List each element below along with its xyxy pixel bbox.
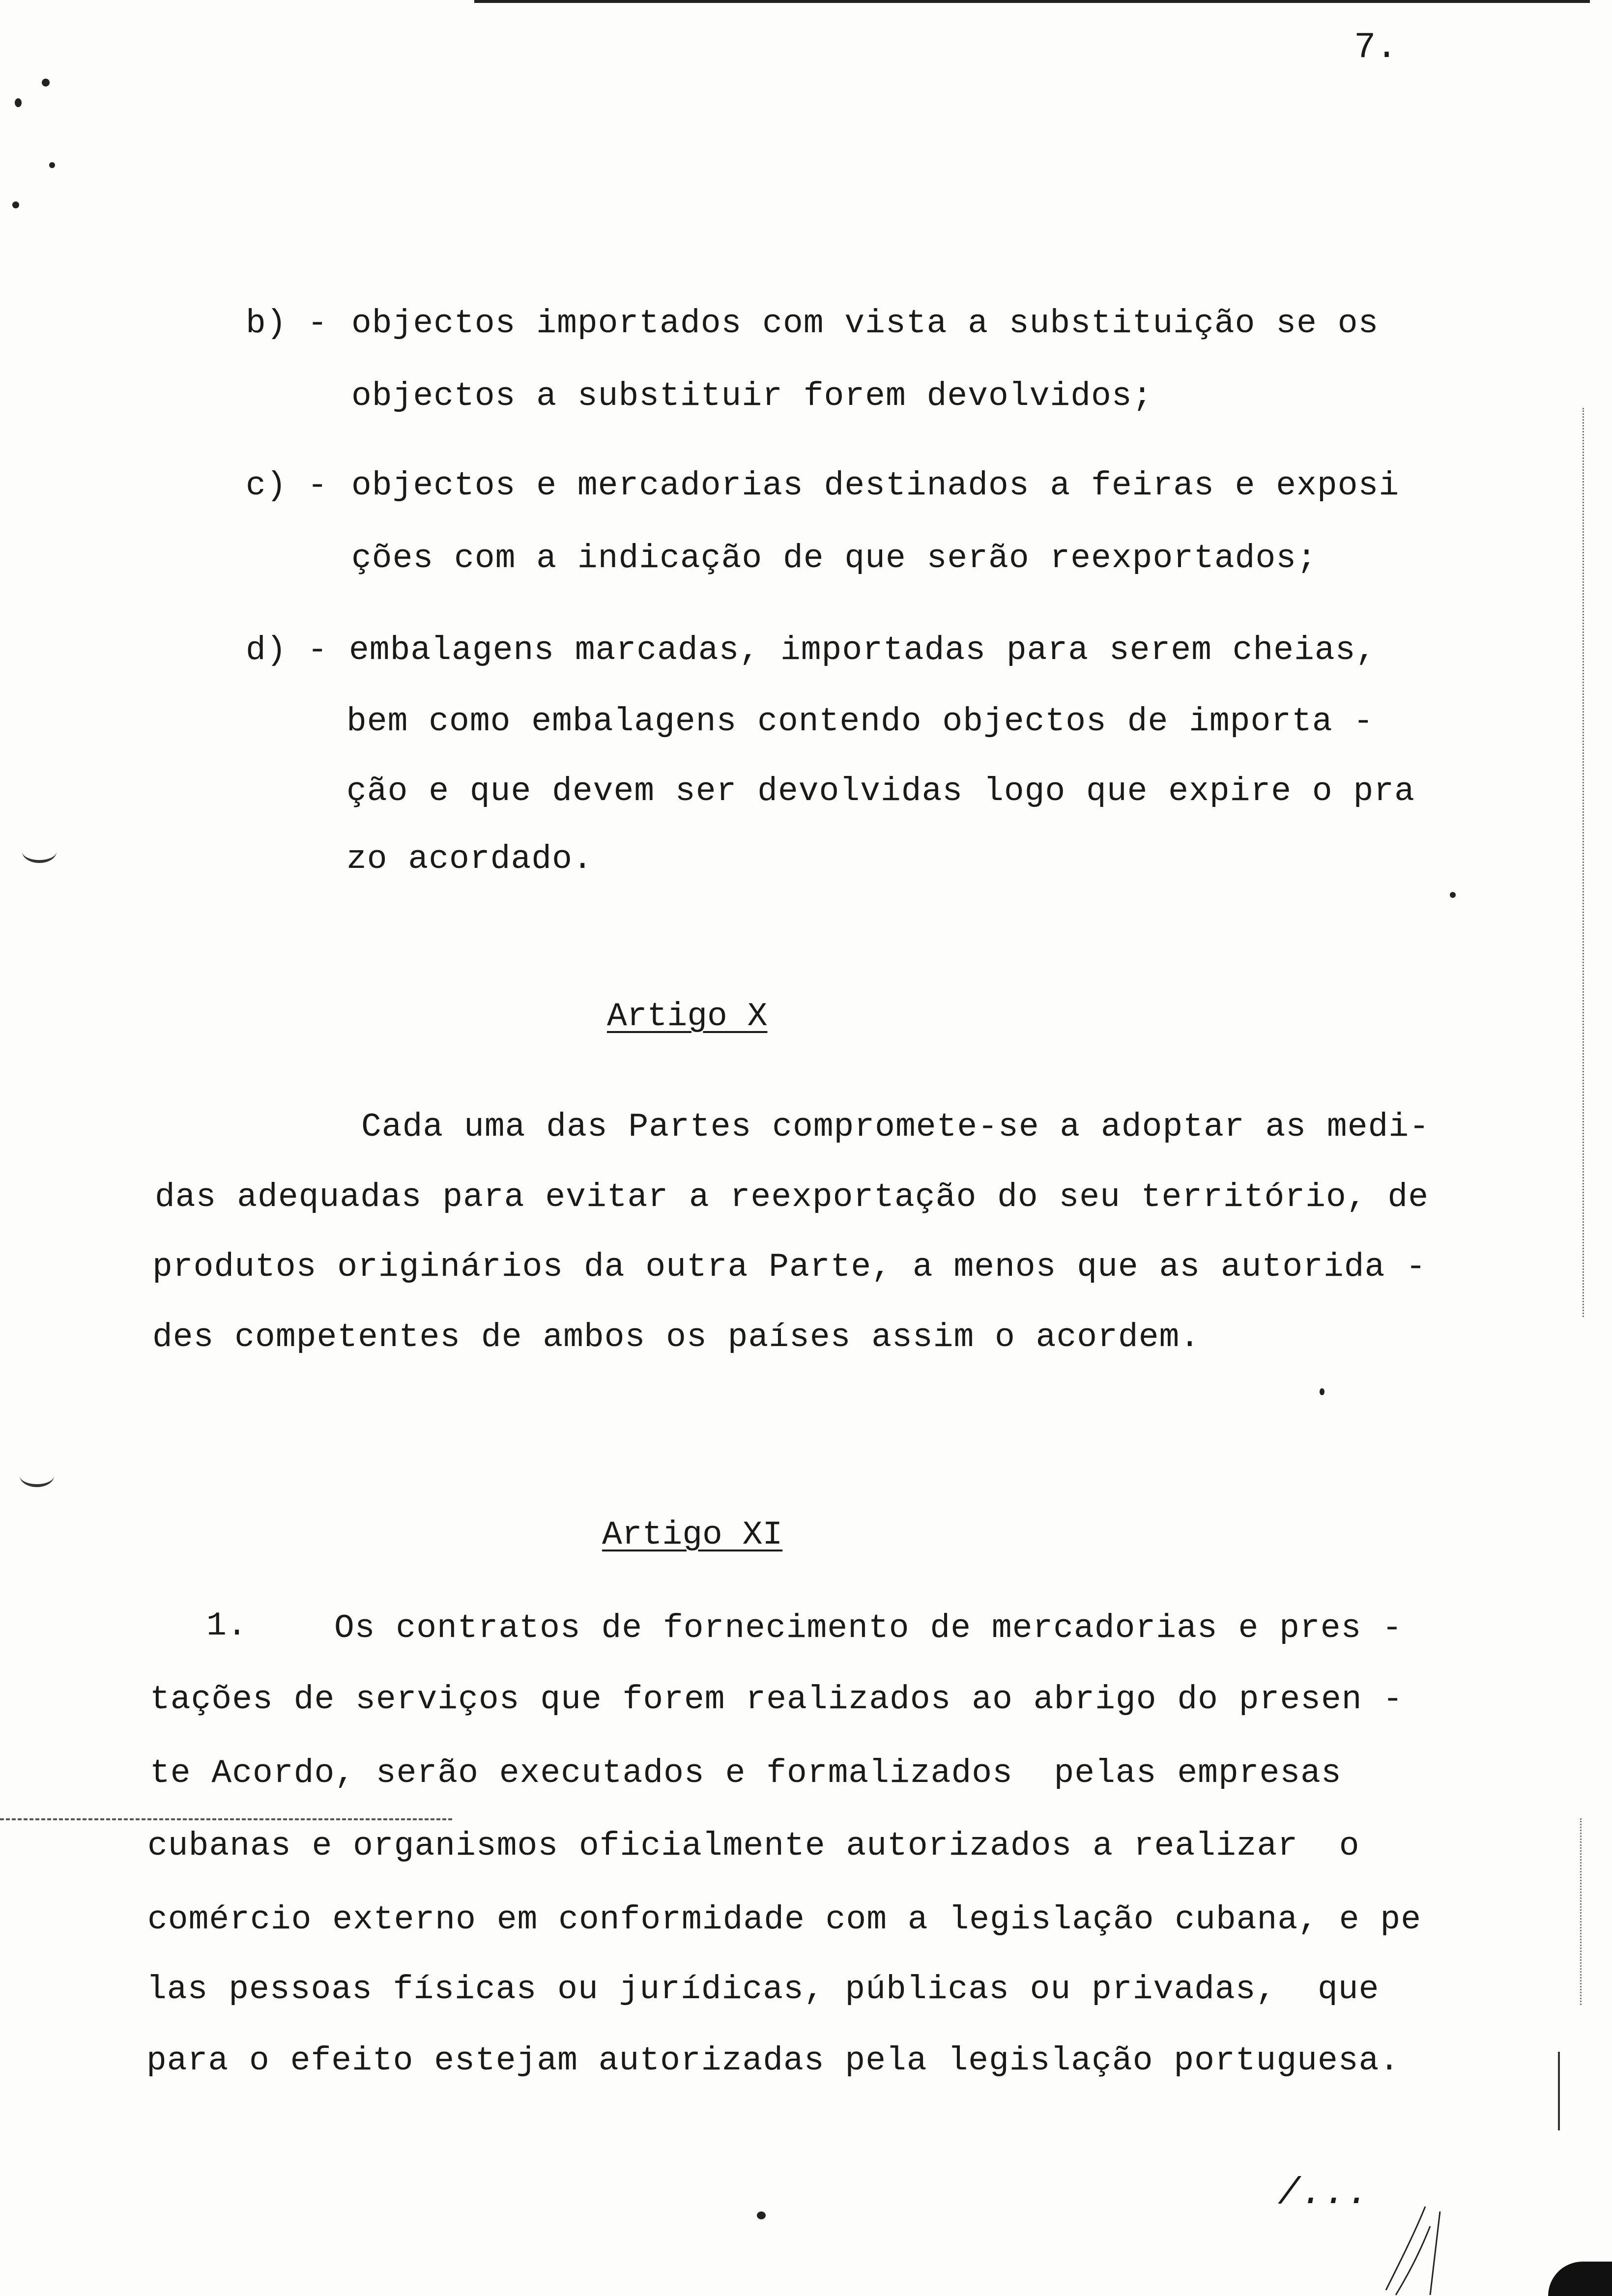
list-marker-d: d) - bbox=[246, 631, 328, 669]
margin-dotted-line bbox=[1583, 408, 1585, 1317]
article-xi-line-2: tações de serviços que forem realizados ao abrigo do presen - bbox=[150, 1681, 1404, 1719]
scan-speck bbox=[42, 79, 50, 86]
article-xi-title: Artigo XI bbox=[602, 1516, 783, 1554]
article-xi-line-4: cubanas e organismos oficialmente autorizados a realizar o bbox=[147, 1827, 1360, 1865]
top-rule bbox=[474, 0, 1590, 3]
list-marker-b: b) - bbox=[246, 305, 328, 343]
list-item-d-line-1: embalagens marcadas, importadas para serem cheias, bbox=[349, 631, 1377, 669]
scan-speck bbox=[15, 98, 22, 107]
article-x-line-1: Cada uma das Partes compromete-se a adoptar as medi- bbox=[361, 1108, 1430, 1146]
continuation-marker: /... bbox=[1278, 2172, 1370, 2214]
signature-initials bbox=[1356, 2192, 1465, 2296]
scan-dash-rule bbox=[0, 1818, 452, 1822]
article-xi-line-7: para o efeito estejam autorizadas pela legislação portuguesa. bbox=[146, 2042, 1400, 2080]
corner-ink-blob bbox=[1548, 2262, 1612, 2296]
article-xi-paragraph-number: 1. bbox=[206, 1607, 248, 1645]
scan-speck bbox=[1320, 1388, 1324, 1395]
margin-curve-mark bbox=[20, 1464, 54, 1487]
scan-speck bbox=[49, 162, 55, 168]
article-xi-line-6: las pessoas físicas ou jurídicas, públicas ou privadas, que bbox=[146, 1971, 1380, 2009]
list-item-b-line-1: objectos importados com vista a substituição se os bbox=[351, 305, 1379, 343]
list-item-b-line-2: objectos a substituir forem devolvidos; bbox=[351, 377, 1153, 415]
list-item-d-line-2: bem como embalagens contendo objectos de importa - bbox=[346, 703, 1374, 741]
article-x-line-4: des competentes de ambos os países assim o acordem. bbox=[152, 1319, 1201, 1356]
margin-vertical-line bbox=[1558, 2052, 1560, 2130]
scan-speck bbox=[1450, 892, 1456, 898]
margin-curve-mark bbox=[22, 840, 57, 863]
list-item-c-line-2: ções com a indicação de que serão reexportados; bbox=[351, 540, 1317, 577]
margin-dotted-line bbox=[1580, 1818, 1583, 2005]
list-marker-c: c) - bbox=[246, 467, 328, 505]
article-xi-line-5: comércio externo em conformidade com a legislação cubana, e pe bbox=[147, 1901, 1422, 1939]
article-x-line-3: produtos originários da outra Parte, a menos que as autorida - bbox=[152, 1248, 1427, 1286]
article-xi-line-3: te Acordo, serão executados e formalizados pelas empresas bbox=[150, 1754, 1342, 1792]
list-item-d-line-4: zo acordado. bbox=[346, 840, 593, 878]
article-xi-line-1: Os contratos de fornecimento de mercadorias e pres - bbox=[334, 1609, 1403, 1647]
scan-speck bbox=[12, 201, 19, 208]
list-item-c-line-1: objectos e mercadorias destinados a feiras e exposi bbox=[351, 467, 1400, 505]
list-item-d-line-3: ção e que devem ser devolvidas logo que expire o pra bbox=[346, 773, 1415, 810]
article-x-title: Artigo X bbox=[607, 998, 768, 1035]
article-x-line-2: das adequadas para evitar a reexportação do seu território, de bbox=[155, 1178, 1429, 1216]
scan-speck bbox=[757, 2211, 766, 2219]
page-number: 7. bbox=[1354, 27, 1398, 68]
